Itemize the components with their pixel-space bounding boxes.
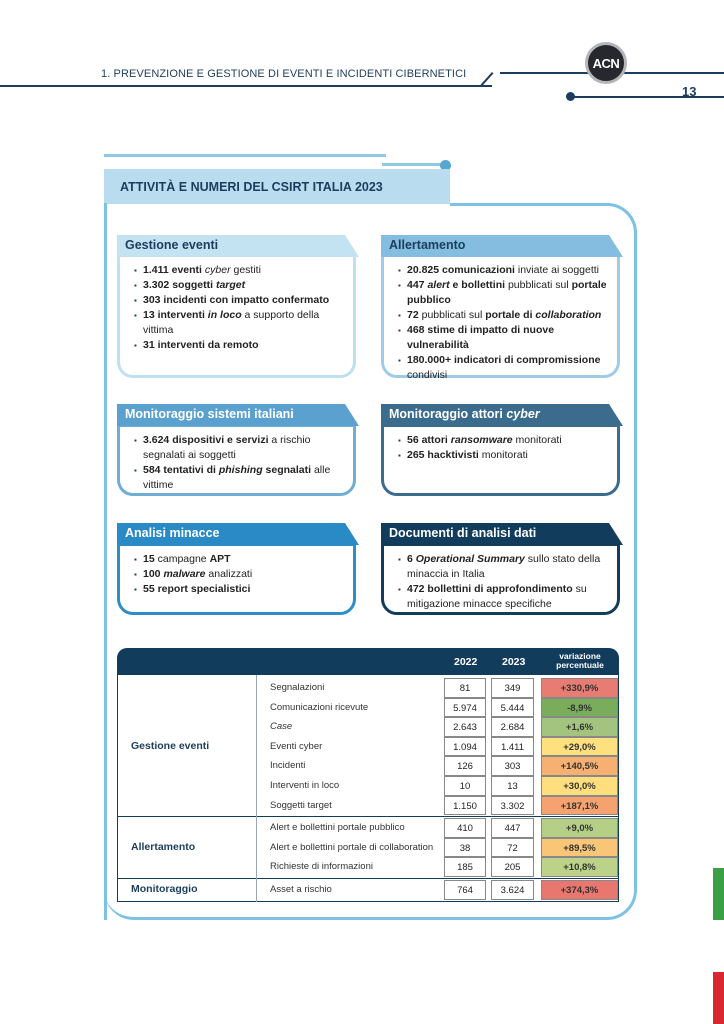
list-item: ▪ 15 campagne APT [134,552,343,567]
cell-2023: 349 [491,678,534,698]
row-label: Interventi in loco [270,780,340,791]
list-item: ▪ 13 interventi in loco a supporto della vittima [134,308,343,338]
header-dot [566,92,575,101]
cell-2022: 185 [444,857,486,877]
row-label: Segnalazioni [270,682,325,693]
cell-variazione: +1,6% [541,717,618,737]
row-label: Case [270,721,293,733]
side-tab-red [713,972,724,1024]
cell-2023: 205 [491,857,534,877]
card-title-monitoraggio-sistemi: Monitoraggio sistemi italiani [117,404,345,426]
cell-2022: 410 [444,818,486,838]
panel-frame-top [450,203,610,206]
cell-2023: 13 [491,776,534,796]
row-label: Alert e bollettini portale pubblico [270,822,405,834]
card-title-analisi-minacce: Analisi minacce [117,523,345,545]
row-label: Comunicazioni ricevute [270,701,369,713]
acn-logo [585,42,627,84]
header-rule [0,85,492,87]
list-item: ▪ 56 attori ransomware monitorati [398,433,607,448]
row-label: Asset a rischio [270,884,332,895]
group-label: Gestione eventi [131,739,210,752]
list-item: ▪ 100 malware analizzati [134,567,343,582]
right-border [618,675,619,902]
list-item: ▪ 180.000+ indicatori di compromissione condivisi [398,353,607,383]
card-title-gestione-eventi: Gestione eventi [117,235,345,257]
card-title-allertamento: Allertamento [381,235,609,257]
cell-2023: 447 [491,818,534,838]
table-header [117,648,619,675]
row-label: Richieste di informazioni [270,861,373,873]
cell-variazione: +9,0% [541,818,618,838]
row-label: Incidenti [270,760,306,772]
cell-2022: 38 [444,838,486,858]
cell-variazione: +10,8% [541,857,618,877]
cell-variazione: +330,9% [541,678,618,698]
group-label: Monitoraggio [131,882,198,895]
title-tab-line [104,154,386,157]
list-item: ▪ 72 pubblicati sul portale di collaboration [398,308,607,323]
group-column-divider [256,675,257,902]
col-header-2022: 2022 [454,656,478,668]
col-header-variazione: variazione percentuale [556,651,604,670]
list-item: ▪ 468 stime di impatto di nuove vulnerabilità [398,323,607,353]
cell-2023: 2.684 [491,717,534,737]
list-item: ▪ 1.411 eventi cyber gestiti [134,263,343,278]
cell-2023: 1.411 [491,737,534,757]
list-item: ▪ 303 incidenti con impatto confermato [134,293,343,308]
cell-variazione: -8,9% [541,698,618,718]
table-row [117,796,619,816]
cell-2023: 303 [491,756,534,776]
group-label: Allertamento [131,840,196,853]
cell-2022: 10 [444,776,486,796]
cell-variazione: +30,0% [541,776,618,796]
page-number: 13 [682,84,697,99]
cell-2022: 5.974 [444,698,486,718]
list-item: ▪ 447 alert e bollettini pubblicati sul portale pubblico [398,278,607,308]
table-row [117,776,619,796]
cell-2023: 5.444 [491,698,534,718]
list-item: ▪ 6 Operational Summary sullo stato della minaccia in Italia [398,552,607,582]
card-monitoraggio-attori [381,424,620,496]
card-title-monitoraggio-attori: Monitoraggio attori cyber [381,404,609,426]
cell-2022: 1.094 [444,737,486,757]
row-label: Eventi cyber [270,740,323,752]
table-row [117,678,619,698]
table-row [117,717,619,737]
card-documenti-analisi [381,543,620,615]
group-separator [117,878,619,879]
row-label: Alert e bollettini portale di collaboration [270,841,434,853]
side-tab-green [713,868,724,920]
list-item: ▪ 3.624 dispositivi e servizi a rischio segnalati ai soggetti [134,433,343,463]
cell-variazione: +29,0% [541,737,618,757]
card-monitoraggio-sistemi [117,424,356,496]
cell-2022: 81 [444,678,486,698]
list-item: ▪ 55 report specialistici [134,582,343,597]
table-row [117,857,619,877]
card-analisi-minacce [117,543,356,615]
card-gestione-eventi [117,252,356,378]
list-item: ▪ 472 bollettini di approfondimento su mitigazione minacce specifiche [398,582,607,612]
card-title-documenti-analisi: Documenti di analisi dati [381,523,609,545]
col-header-2023: 2023 [502,656,526,668]
list-item: ▪ 584 tentativi di phishing segnalati alle vittime [134,463,343,493]
table-row [117,698,619,718]
list-item: ▪ 31 interventi da remoto [134,338,343,353]
header-rule-lower [572,96,724,98]
cell-2022: 764 [444,880,486,900]
card-allertamento [381,252,620,381]
table-row [117,756,619,776]
group-separator [117,816,619,817]
section-header-title: 1. PREVENZIONE E GESTIONE DI EVENTI E INCIDENTI CIBERNETICI [101,68,467,80]
cell-2022: 2.643 [444,717,486,737]
list-item: ▪ 20.825 comunicazioni inviate ai soggetti [398,263,607,278]
list-item: ▪ 3.302 soggetti target [134,278,343,293]
left-border [117,675,118,902]
group-separator [117,901,619,902]
cell-variazione: +187,1% [541,796,618,816]
header-rule-diagonal [481,72,494,86]
cell-2022: 126 [444,756,486,776]
logo-text: ACN [592,55,620,71]
cell-2023: 72 [491,838,534,858]
cell-2023: 3.302 [491,796,534,816]
list-item: ▪ 265 hacktivisti monitorati [398,448,607,463]
cell-variazione: +374,3% [541,880,618,900]
panel-title: ATTIVITÀ E NUMERI DEL CSIRT ITALIA 2023 [120,180,383,194]
cell-variazione: +140,5% [541,756,618,776]
cell-variazione: +89,5% [541,838,618,858]
table-row [117,818,619,838]
cell-2022: 1.150 [444,796,486,816]
cell-2023: 3.624 [491,880,534,900]
row-label: Soggetti target [270,799,332,811]
title-tab-line-2 [382,163,444,166]
stats-table [117,648,619,896]
panel-frame-left [104,203,107,920]
